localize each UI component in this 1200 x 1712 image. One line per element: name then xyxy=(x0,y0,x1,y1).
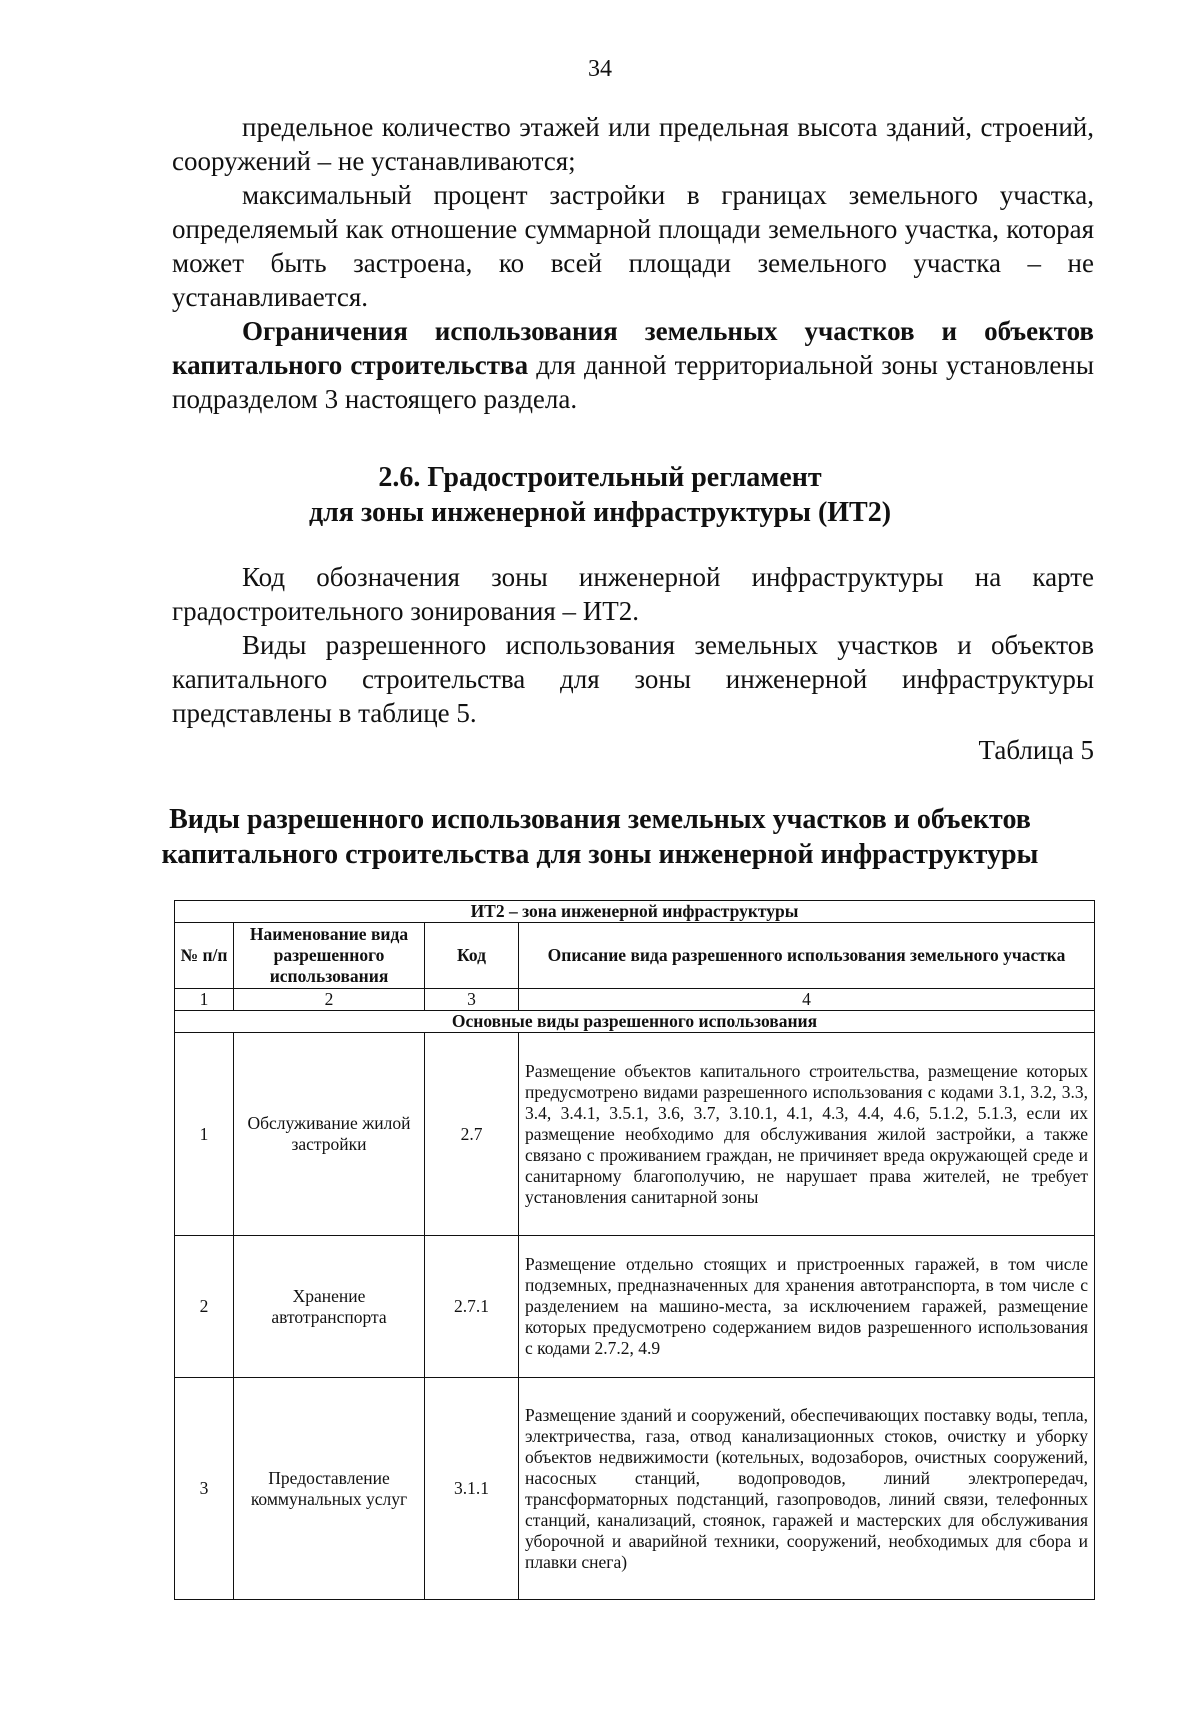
col-number-4: 4 xyxy=(519,989,1095,1011)
paragraph-restrictions xyxy=(172,314,1094,416)
header-code: Код xyxy=(425,923,519,989)
row-description: Размещение объектов капитального строительства, размещение которых предусмотрено видами разрешенного использования с кодами 3.1, 3.2, 3.3, 3.4, 3.4.1, 3.5.1, 3.6, 3.7, 3.10.1, 4.1, 4.3, 4.4, 4.6, 5.1.2, 5.1.3, если их размещение необходимо для обслуживания жилой застройки, а также связано с проживанием граждан, не причиняет вреда окружающей среде и санитарному благополучию, не нарушает права жителей, не требует установления санитарной зоны xyxy=(519,1033,1095,1236)
section-title-line2: для зоны инженерной инфраструктуры (ИТ2) xyxy=(308,497,892,528)
col-number-2: 2 xyxy=(234,989,425,1011)
restrictions-lead: Ограничения использования земельных участков и объектов капитального строительства xyxy=(172,316,1094,380)
table-title-line2: капитального строительства для зоны инженерной инфраструктуры xyxy=(161,839,1039,870)
row-description: Размещение отдельно стоящих и пристроенных гаражей, в том числе подземных, предназначенных для хранения автотранспорта, в том числе с разделением на машино-места, за исключением гаражей, размещение которых предусмотрено содержанием видов разрешенного использования с кодами 2.7.2, 4.9 xyxy=(519,1236,1095,1378)
row-description: Размещение зданий и сооружений, обеспечивающих поставку воды, тепла, электричества, газа, отвод канализационных стоков, очистку и уборку объектов недвижимости (котельных, водозаборов, очистных сооружений, насосных станций, водопроводов, линий электропередач, трансформаторных подстанций, газопроводов, линий связи, телефонных станций, канализаций, стоянок, гаражей и мастерских для обслуживания уборочной и аварийной техники, сооружений, необходимых для сбора и плавки снега) xyxy=(519,1378,1095,1600)
row-num: 3 xyxy=(175,1378,234,1600)
table-title-line1: Виды разрешенного использования земельных участков и объектов xyxy=(169,804,1031,835)
section-title-line1: 2.6. Градостроительный регламент xyxy=(378,462,822,493)
section-title xyxy=(0,460,1200,530)
paragraph-zone-code: Код обозначения зоны инженерной инфраструктуры на карте градостроительного зонирования – ИТ2. xyxy=(172,562,1094,626)
col-number-3: 3 xyxy=(425,989,519,1011)
row-num: 2 xyxy=(175,1236,234,1378)
restrictions-text: для данной территориальной зоны установлены подразделом 3 настоящего раздела. xyxy=(172,350,1094,414)
mid-paragraphs xyxy=(172,560,1094,730)
row-name: Хранение автотранспорта xyxy=(234,1236,425,1378)
zone-header: ИТ2 – зона инженерной инфраструктуры xyxy=(175,901,1095,923)
usage-table xyxy=(174,900,1095,1600)
table-title xyxy=(0,802,1200,872)
col-number-1: 1 xyxy=(175,989,234,1011)
row-name: Обслуживание жилой застройки xyxy=(234,1033,425,1236)
paragraph-build-percent: максимальный процент застройки в границах земельного участка, определяемый как отношение суммарной площади земельного участка, которая может быть застроена, ко всей площади земельного участка – не устанавливается. xyxy=(172,180,1094,312)
group-header: Основные виды разрешенного использования xyxy=(175,1011,1095,1033)
paragraph-usage-types: Виды разрешенного использования земельных участков и объектов капитального строительства для зоны инженерной инфраструктуры представлены в таблице 5. xyxy=(172,630,1094,728)
row-name: Предоставление коммунальных услуг xyxy=(234,1378,425,1600)
row-code: 2.7 xyxy=(425,1033,519,1236)
row-num: 1 xyxy=(175,1033,234,1236)
header-num: № п/п xyxy=(175,923,234,989)
header-description: Описание вида разрешенного использования земельного участка xyxy=(519,923,1095,989)
paragraph-floors: предельное количество этажей или предельная высота зданий, строений, сооружений – не устанавливаются; xyxy=(172,112,1094,176)
table-row xyxy=(175,1378,1095,1600)
row-code: 3.1.1 xyxy=(425,1378,519,1600)
page-number: 34 xyxy=(588,56,612,82)
header-name: Наименование вида разрешенного использования xyxy=(234,923,425,989)
table-row xyxy=(175,1033,1095,1236)
row-code: 2.7.1 xyxy=(425,1236,519,1378)
table-label: Таблица 5 xyxy=(978,735,1094,765)
top-paragraphs xyxy=(172,110,1094,416)
table-row xyxy=(175,1236,1095,1378)
